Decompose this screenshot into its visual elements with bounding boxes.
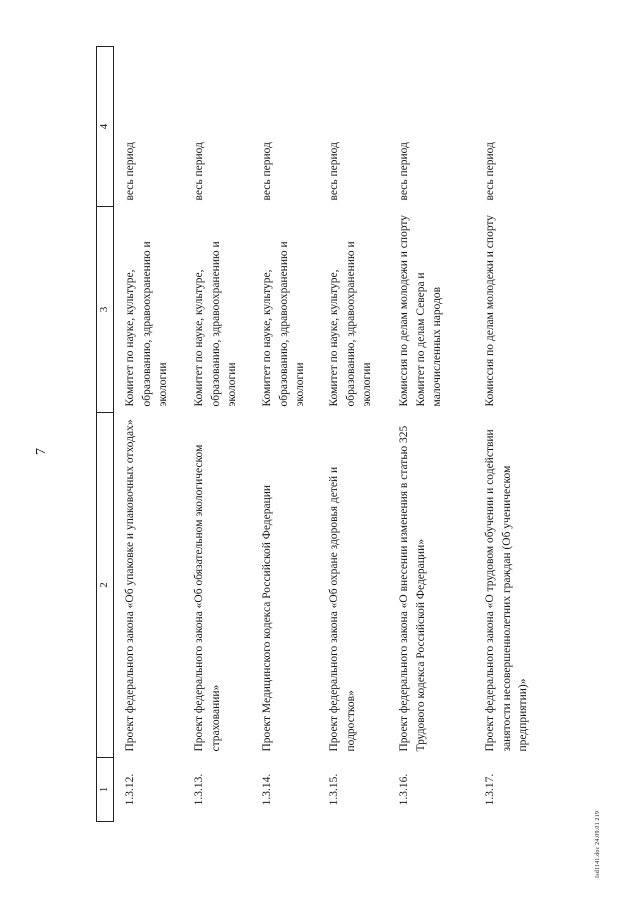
table-row xyxy=(318,47,388,822)
item-committee xyxy=(388,207,474,413)
item-number: 1.3.16. xyxy=(397,773,410,806)
column-header: 1 xyxy=(97,758,114,822)
item-number: 1.3.12. xyxy=(123,773,136,806)
table-row xyxy=(251,47,318,822)
table-row xyxy=(474,47,552,822)
item-title: Проект федерального закона «Об упаковке и упаковочных отходах» xyxy=(123,419,136,752)
rotated-sheet xyxy=(20,20,620,880)
item-committee xyxy=(318,207,388,413)
item-number: 1.3.13. xyxy=(192,773,205,806)
item-period: весь период xyxy=(397,142,410,201)
item-title: Проект Медицинского кодекса Российской Федерации xyxy=(260,484,273,752)
item-title: Проект федерального закона «О трудовом обучении и содействии занятости несовершеннолетних граждан (Об ученическом предприятии)» xyxy=(483,429,530,752)
plan-table xyxy=(96,46,552,822)
item-committee xyxy=(183,207,251,413)
item-number: 1.3.14. xyxy=(260,773,273,806)
item-title: Проект федерального закона «Об обязательном экологическом страховании» xyxy=(192,444,222,752)
item-committee xyxy=(251,207,318,413)
committee-line: Комиссия по делам молодежи и спорту xyxy=(397,214,410,407)
item-number: 1.3.15. xyxy=(327,773,340,806)
table-header-row xyxy=(97,47,114,822)
item-period: весь период xyxy=(192,142,205,201)
item-period: весь период xyxy=(123,142,136,201)
committee-line: Комитет по науке, культуре, образованию, здравоохранению и экологии xyxy=(123,241,170,407)
committee-line: Комитет по науке, культуре, образованию, здравоохранению и экологии xyxy=(327,241,374,407)
item-title: Проект федерального закона «О внесении изменения в статью 325 Трудового кодекса Российской Федерации» xyxy=(397,425,427,752)
column-header: 3 xyxy=(97,207,114,413)
table-row xyxy=(388,47,474,822)
committee-line: Комитет по делам Севера и малочисленных народов xyxy=(414,272,444,407)
table-row xyxy=(113,47,183,822)
column-header: 4 xyxy=(97,47,114,207)
item-period: весь период xyxy=(260,142,273,201)
column-header: 2 xyxy=(97,413,114,758)
item-period: весь период xyxy=(483,142,496,201)
committee-line: Комитет по науке, культуре, образованию, здравоохранению и экологии xyxy=(260,241,307,407)
item-committee xyxy=(474,207,552,413)
committee-line: Комиссия по делам молодежи и спорту xyxy=(483,214,496,407)
committee-line: Комитет по науке, культуре, образованию, здравоохранению и экологии xyxy=(192,241,239,407)
item-period: весь период xyxy=(327,142,340,201)
item-title: Проект федерального закона «Об охране здоровья детей и подростков» xyxy=(327,466,357,752)
file-stamp: Isd1141.doc 24.09.01 219 xyxy=(595,810,601,878)
page-number: 7 xyxy=(34,448,49,455)
table-row xyxy=(183,47,251,822)
item-number: 1.3.17. xyxy=(483,773,496,806)
item-committee xyxy=(113,207,183,413)
